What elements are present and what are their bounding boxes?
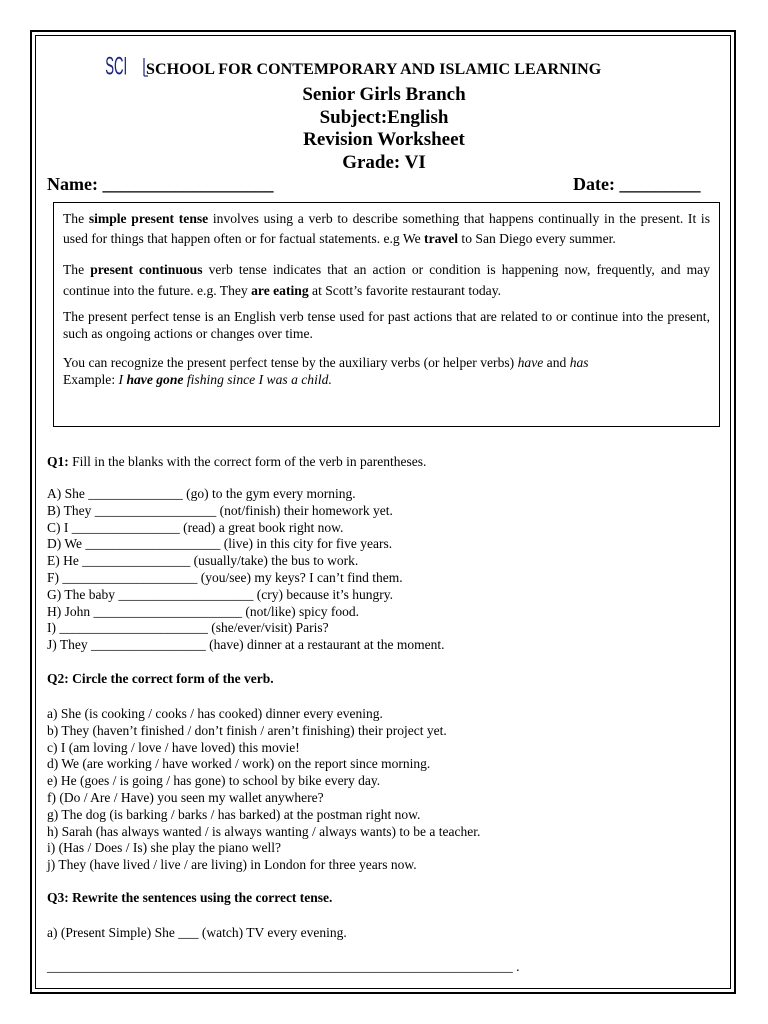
worksheet-title: Revision Worksheet	[303, 129, 465, 150]
q1-item[interactable]: A) She ______________ (go) to the gym every morning.	[47, 486, 356, 501]
grammar-info-box	[53, 202, 720, 427]
q2-item[interactable]: i) (Has / Does / Is) she play the piano well?	[47, 840, 281, 856]
q3-heading: Q3: Rewrite the sentences using the correct tense.	[47, 890, 333, 905]
q1-item[interactable]: H) John ______________________ (not/like) spicy food.	[47, 603, 359, 619]
q2-item[interactable]: e) He (goes / is going / has gone) to school by bike every day.	[47, 773, 381, 789]
school-name: SCHOOL FOR CONTEMPORARY AND ISLAMIC LEARNING	[146, 61, 602, 78]
q2-item[interactable]: a) She (is cooking / cooks / has cooked) dinner every evening.	[47, 706, 383, 721]
q2-item[interactable]: d) We (are working / have worked / work) on the report since morning.	[47, 756, 431, 772]
q2-list	[47, 706, 480, 874]
q1-item[interactable]: B) They __________________ (not/finish) their homework yet.	[47, 502, 393, 518]
subject-title: Subject:English	[319, 107, 449, 128]
q1-item[interactable]: J) They _________________ (have) dinner at a restaurant at the moment.	[47, 637, 445, 653]
present-perfect-example-paragraph: You can recognize the present perfect tense by the auxiliary verbs (or helper verbs) have and has Example: I have gone fishing since I was a child.	[63, 355, 589, 387]
grade-title: Grade: VI	[342, 152, 426, 173]
q2-heading: Q2: Circle the correct form of the verb.	[47, 671, 274, 686]
q2-item[interactable]: g) The dog (is barking / barks / has barked) at the postman right now.	[47, 806, 421, 822]
q3-item-a: a) (Present Simple) She ___ (watch) TV every evening.	[47, 925, 347, 940]
q2-item[interactable]: h) Sarah (has always wanted / is always wanting / always wants) to be a teacher.	[47, 823, 481, 839]
q2-item[interactable]: b) They (haven’t finished / don’t finish / aren’t finishing) their project yet.	[47, 722, 447, 738]
school-logo	[104, 40, 148, 80]
q1-heading: Q1: Fill in the blanks with the correct form of the verb in parentheses.	[47, 454, 427, 469]
q1-item[interactable]: E) He ________________ (usually/take) the bus to work.	[47, 553, 359, 569]
q3-answer-line[interactable]: _____________________________________________________________________ .	[47, 959, 520, 974]
q1-item[interactable]: D) We ____________________ (live) in this city for five years.	[47, 536, 393, 552]
branch-title: Senior Girls Branch	[302, 84, 466, 105]
present-perfect-paragraph: The present perfect tense is an English verb tense used for past actions that are related to or continue into the present, such as ongoing actions or changes over time.	[63, 309, 710, 341]
q2-item[interactable]: c) I (am loving / love / have loved) this movie!	[47, 739, 300, 755]
present-continuous-paragraph: The present continuous verb tense indicates that an action or condition is happening now, frequently, and may continue into the future. e.g. They are eating at Scott’s favorite restaurant today.	[63, 262, 710, 298]
simple-present-paragraph: The simple present tense involves using a verb to describe something that happens continually in the present. It is used for things that happen often or for factual statements. e.g We travel to San Diego every summer.	[63, 211, 710, 246]
svg-text:SCI: SCI	[105, 53, 128, 80]
q1-item[interactable]: I) ______________________ (she/ever/visit) Paris?	[47, 620, 329, 636]
q1-item[interactable]: F) ____________________ (you/see) my keys? I can’t find them.	[47, 569, 403, 585]
date-field[interactable]: Date: _________	[573, 174, 701, 194]
q1-item[interactable]: G) The baby ____________________ (cry) because it’s hungry.	[47, 586, 394, 602]
q2-item[interactable]: f) (Do / Are / Have) you seen my wallet anywhere?	[47, 789, 324, 805]
name-field[interactable]: Name: ___________________	[47, 174, 274, 194]
q2-item[interactable]: j) They (have lived / live / are living) in London for three years now.	[47, 857, 417, 873]
q1-item[interactable]: C) I ________________ (read) a great book right now.	[47, 519, 344, 535]
q1-list	[47, 486, 445, 654]
